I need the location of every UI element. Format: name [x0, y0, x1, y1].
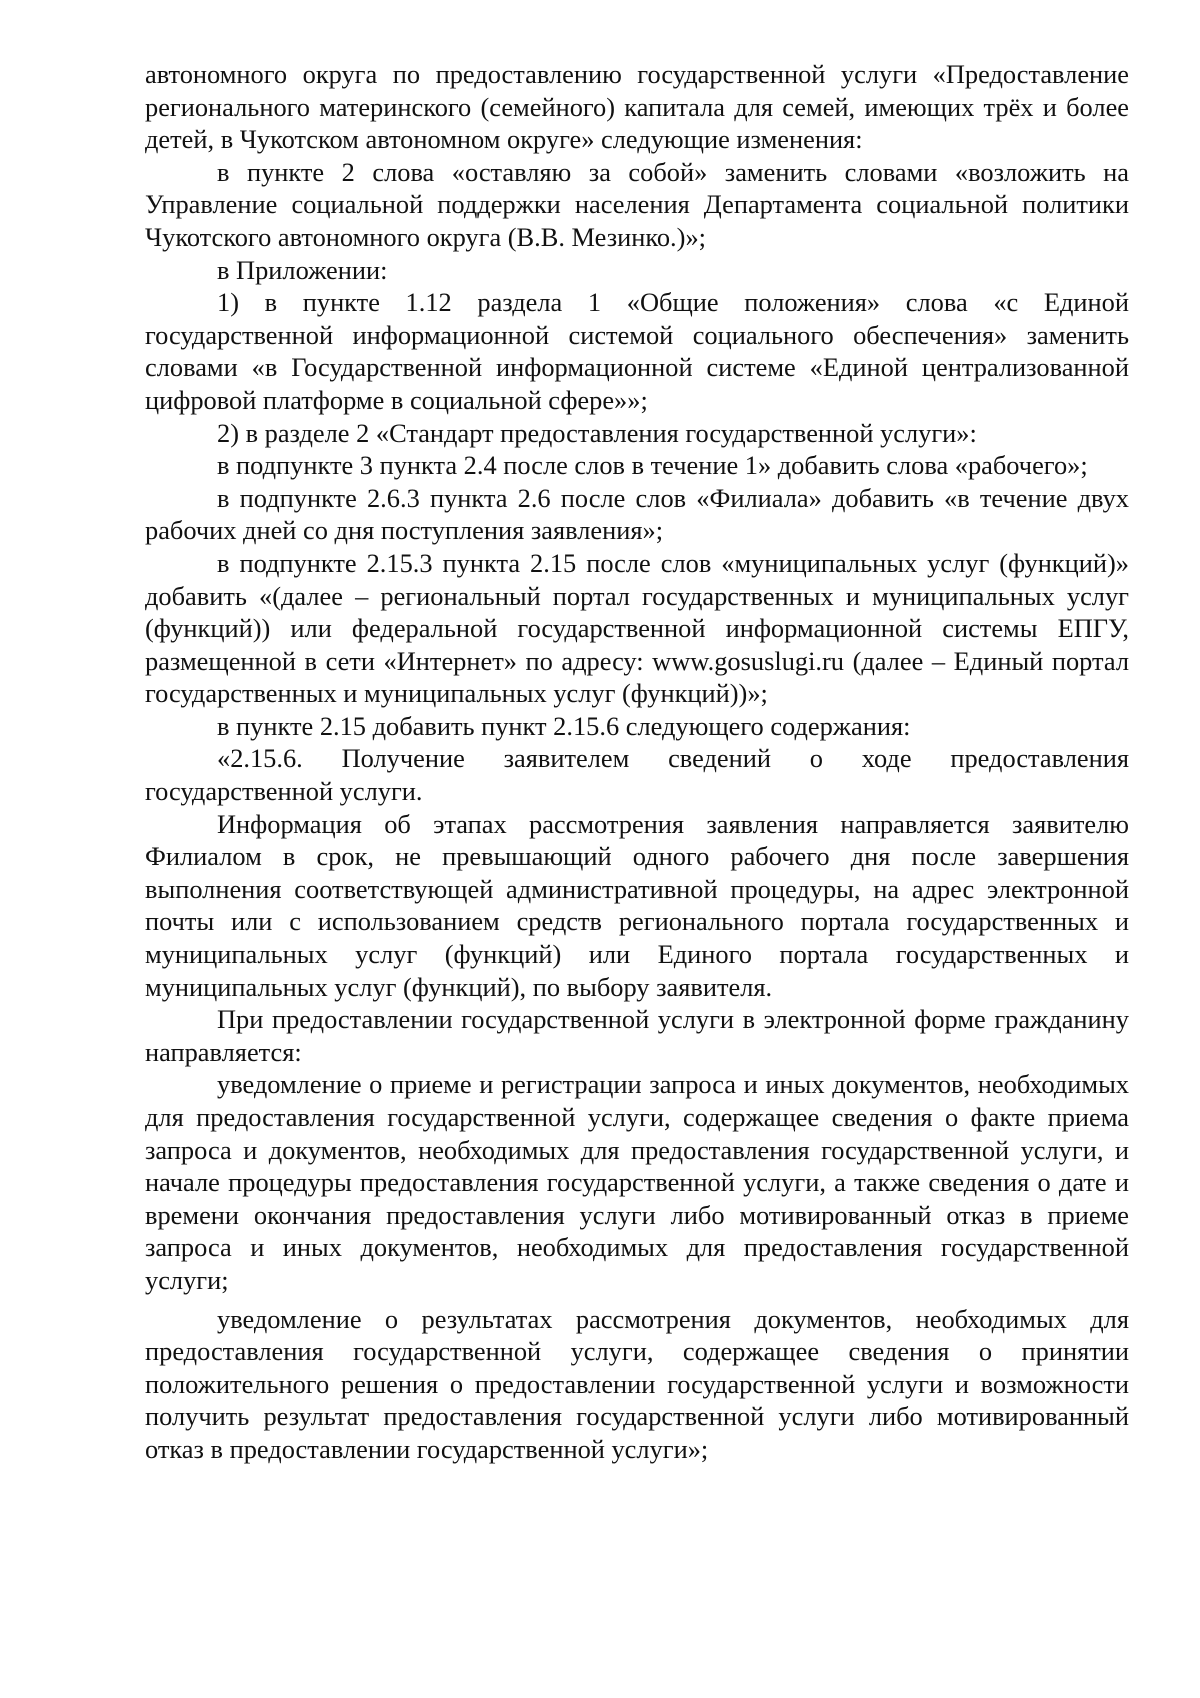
paragraph-subitem-2-6-3: в подпункте 2.6.3 пункта 2.6 после слов «Филиала» добавить «в течение двух рабочих дней со дня поступления заявления»; — [145, 482, 1129, 546]
paragraph-electronic-form: При предоставлении государственной услуги в электронной форме гражданину направляется: — [145, 1004, 1129, 1067]
document-body — [145, 58, 1129, 1466]
paragraph-intro: автономного округа по предоставлению государственной услуги «Предоставление регионального материнского (семейного) капитала для семей, имеющих трёх и более детей, в Чукотском автономном округе» следующие изменения: — [145, 59, 1129, 155]
paragraph-stages-info: Информация об этапах рассмотрения заявления направляется заявителю Филиалом в срок, не превышающий одного рабочего дня после завершения выполнения соответствующей административной процедуры, на адрес электронной почты или с использованием средств регионального портала государственных и муниципальных услуг (функций) или Единого портала государственных и муниципальных услуг (функций), по выбору заявителя. — [145, 808, 1129, 1002]
paragraph-notification-receipt: уведомление о приеме и регистрации запроса и иных документов, необходимых для предоставления государственной услуги, содержащее сведения о факте приема запроса и документов, необходимых для предоставления государственной услуги, и начале процедуры предоставления государственной услуги, а также сведения о дате и времени окончания предоставления услуги либо мотивированный отказ в приеме запроса и иных документов, необходимых для предоставления государственной услуги; — [145, 1069, 1129, 1295]
paragraph-2-15-6-title: «2.15.6. Получение заявителем сведений о ходе предоставления государственной услуги. — [145, 743, 1129, 807]
paragraph-subitem-2-4: в подпункте 3 пункта 2.4 после слов в течение 1» добавить слова «рабочего»; — [217, 450, 1088, 481]
paragraph-change-1: 1) в пункте 1.12 раздела 1 «Общие положения» слова «с Единой государственной информационной системой социального обеспечения» заменить словами «в Государственной информационной системе «Единой централизованной цифровой платформе в социальной сфере»»; — [145, 287, 1129, 415]
paragraph-appendix-heading: в Приложении: — [217, 254, 388, 285]
paragraph-change-2-heading: 2) в разделе 2 «Стандарт предоставления государственной услуги»: — [217, 417, 977, 448]
paragraph-subitem-2-15-3: в подпункте 2.15.3 пункта 2.15 после слов «муниципальных услуг (функций)» добавить «(далее – региональный портал государственных и муниципальных услуг (функций)) или федеральной государственной информационной системы ЕПГУ, размещенной в сети «Интернет» по адресу: www.gosuslugi.ru (далее – Единый портал государственных и муниципальных услуг (функций))»; — [145, 547, 1129, 709]
paragraph-notification-result: уведомление о результатах рассмотрения документов, необходимых для предоставления государственной услуги, содержащее сведения о принятии положительного решения о предоставлении государственной услуги и возможности получить результат предоставления государственной услуги либо мотивированный отказ в предоставлении государственной услуги»; — [145, 1303, 1129, 1464]
paragraph-add-2-15-6: в пункте 2.15 добавить пункт 2.15.6 следующего содержания: — [217, 710, 911, 741]
paragraph-item-2-change: в пункте 2 слова «оставляю за собой» заменить словами «возложить на Управление социальной поддержки населения Департамента социальной политики Чукотского автономного округа (В.В. Мезинко.)»; — [145, 156, 1129, 252]
